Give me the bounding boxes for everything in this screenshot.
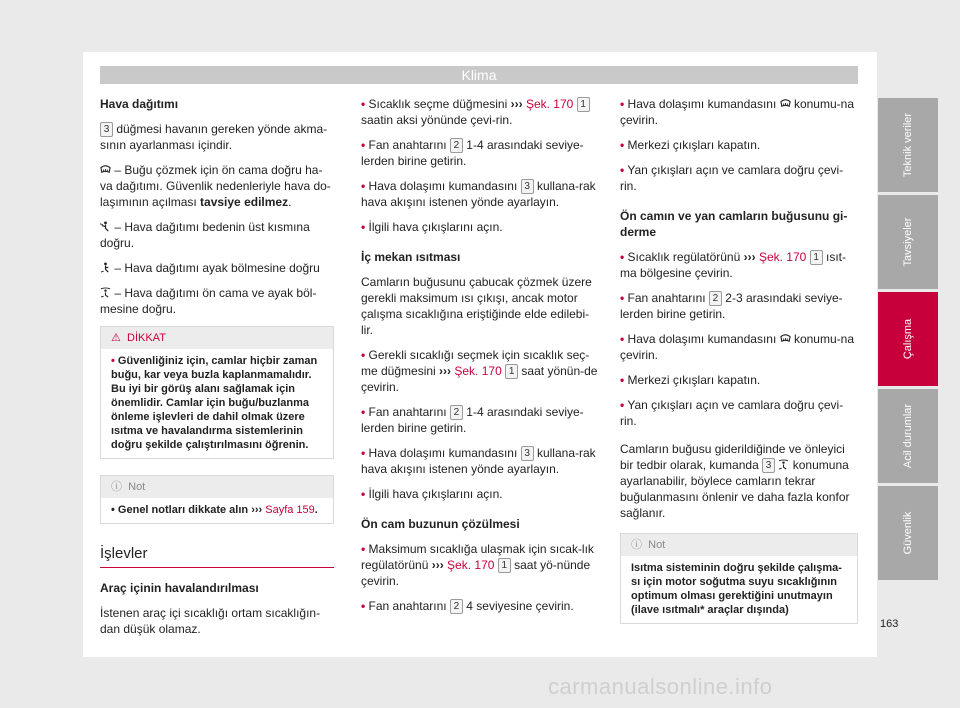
column-2 [361,96,601,623]
list-item: • Hava dolaşımı kumandasını konumu-na çevirin. [620,97,854,127]
list-item: • Fan anahtarını 2 2-3 arasındaki seviye-lerden birine getirin. [620,291,843,321]
windscreen-footwell-icon [778,459,789,470]
list-item: • İlgili hava çıkışlarını açın. [361,220,503,234]
page-header: Klima [100,66,858,84]
control-number-badge: 3 [100,122,113,137]
list-item: • Gerekli sıcaklığı seçmek için sıcaklık seç-me düğmesini ››› Şek. 170 1 saat yönün-de çevirin. [361,348,598,394]
paragraph: – Hava dağıtımı bedenin üst kısmına doğru. [100,220,310,250]
watermark: carmanualsonline.info [548,674,773,699]
tab-technical-data[interactable]: Teknik veriler [878,98,938,192]
bullet-icon: • [620,250,625,264]
tab-emergencies[interactable]: Acil durumlar [878,389,938,483]
bullet-icon: • [620,97,625,111]
bullet-icon: • [361,599,366,613]
control-number-badge: 1 [498,558,511,573]
column-1 [100,96,334,646]
warning-box [100,326,334,459]
paragraph: Camların buğusu giderildiğinde ve önleyici bir tedbir olarak, kumanda 3 konumuna ayarlanabilir, böylece camların tekrar buğulanmasını önlenir ve daha fazla konfor sağlanır. [620,442,850,520]
paragraph: – Buğu çözmek için ön cama doğru ha-va dağıtımı. Güvenlik nedenleriyle hava do-laşımının açılması tavsiye edilmez. [100,163,331,209]
list-item: • Sıcaklık regülatörünü ››› Şek. 170 1 ısıt-ma bölgesine çevirin. [620,250,846,280]
control-number-badge: 3 [521,179,534,194]
upper-body-vent-icon [100,221,111,232]
control-number-badge: 1 [577,97,590,112]
paragraph: İstenen araç içi sıcaklığı ortam sıcaklığın-dan düşük olamaz. [100,606,321,636]
note-body: Isıtma sisteminin doğru şekilde çalışma-sı için motor soğutma suyu sıcaklığının optimum olması gerektiğini unutmayın (ilave ısıtmalı* araçlar dışında) [631,562,842,616]
bullet-icon: • [111,504,115,516]
note-header: ⓘ Not [101,476,333,498]
bullet-icon: • [361,487,366,501]
figure-reference-link[interactable]: Şek. 170 [522,97,574,111]
bullet-icon: • [361,138,366,152]
bullet-icon: • [111,355,115,367]
paragraph: – Hava dağıtımı ayak bölmesine doğru [100,260,334,276]
list-item: • Fan anahtarını 2 1-4 arasındaki seviye-lerden birine getirin. [361,405,584,435]
info-icon: ⓘ [631,539,642,551]
heading-interior-heating: İç mekan ısıtması [361,250,461,264]
note-box [100,475,334,524]
control-number-badge: 2 [450,599,463,614]
list-item: • Yan çıkışları açın ve camlara doğru çevi-rin. [620,398,844,428]
windscreen-icon [780,98,791,109]
list-item: • Maksimum sıcaklığa ulaşmak için sıcak-lık regülatörünü ››› Şek. 170 1 saat yö-nünde çevirin. [361,542,594,588]
info-icon: ⓘ [111,481,122,493]
warning-header: ⚠ DİKKAT [101,327,333,349]
page-reference-link[interactable]: Sayfa 159 [262,504,315,516]
paragraph: – Hava dağıtımı ön cama ve ayak böl-mesine doğru. [100,286,317,316]
heading-windscreen-defrost: Ön cam buzunun çözülmesi [361,517,520,531]
bullet-icon: • [620,332,625,346]
bullet-icon: • [361,220,366,234]
list-item: • Merkezi çıkışları kapatın. [620,138,761,152]
list-item: • Hava dolaşımı kumandasını 3 kullana-rak hava akışını istenen yönde ayarlayın. [361,446,596,476]
warning-triangle-icon: ⚠ [111,332,121,344]
note-header: ⓘ Not [621,534,857,556]
paragraph: 3 düğmesi havanın gereken yönde akma-sının ayarlanması içindir. [100,122,328,152]
windscreen-icon [780,333,791,344]
bullet-icon: • [361,542,366,556]
control-number-badge: 2 [709,291,722,306]
bullet-icon: • [361,446,366,460]
tab-operation[interactable]: Çalışma [878,292,938,386]
note-box [620,533,858,624]
heading-air-distribution: Hava dağıtımı [100,97,179,111]
bullet-icon: • [620,163,625,177]
list-item: • İlgili hava çıkışlarını açın. [361,487,503,501]
list-item: • Hava dolaşımı kumandasını 3 kullana-rak hava akışını istenen yönde ayarlayın. [361,179,596,209]
list-item: • Yan çıkışları açın ve camlara doğru çevi-rin. [620,163,844,193]
control-number-badge: 3 [762,458,775,473]
bullet-icon: • [361,179,366,193]
footwell-vent-icon [100,262,111,273]
paragraph: Camların buğusunu çabucak çözmek üzere gerekli maksimum ısı çıkışı, ancak motor çalışma sıcaklığına eriştiğinde elde edilebi-lir. [361,275,592,337]
bullet-icon: • [620,291,625,305]
control-number-badge: 1 [810,250,823,265]
figure-reference-link[interactable]: Şek. 170 [755,250,807,264]
column-3 [620,96,858,644]
control-number-badge: 2 [450,138,463,153]
list-item: • Merkezi çıkışları kapatın. [620,373,761,387]
bullet-icon: • [361,405,366,419]
sub-heading: Araç içinin havalandırılması [100,581,259,595]
list-item: • Fan anahtarını 2 4 seviyesine çevirin. [361,599,574,613]
bullet-icon: • [620,398,625,412]
figure-reference-link[interactable]: Şek. 170 [443,558,495,572]
control-number-badge: 3 [521,446,534,461]
tab-recommendations[interactable]: Tavsiyeler [878,195,938,289]
bullet-icon: • [620,138,625,152]
note-body: • Genel notları dikkate alın ››› Sayfa 159. [111,504,318,516]
list-item: • Sıcaklık seçme düğmesini ››› Şek. 170 1 saatin aksi yönünde çevi-rin. [361,96,601,128]
section-title: İşlevler [100,546,334,568]
bullet-icon: • [620,373,625,387]
control-number-badge: 1 [505,364,518,379]
bullet-icon: • [361,348,366,362]
control-number-badge: 2 [450,405,463,420]
tab-safety[interactable]: Güvenlik [878,486,938,580]
page-number: 163 [880,618,899,630]
list-item: • Fan anahtarını 2 1-4 arasındaki seviye-lerden birine getirin. [361,138,584,168]
bullet-icon: • [361,97,366,111]
figure-reference-link[interactable]: Şek. 170 [451,364,502,378]
windscreen-footwell-icon [100,287,111,298]
windscreen-icon [100,164,111,175]
warning-body: • Güvenliğiniz için, camlar hiçbir zaman buğu, kar veya buzla kaplanmamalıdır. Bu iyi bir görüş alanı sağlamak için önemlidir. Camlar için buğu/buzlanma önleme işlevleri de dahil olmak üzere ısıtma ve havalandırma sistemlerinin doğru şekilde çalıştırılmasını öğrenin. [111,355,318,451]
list-item: • Hava dolaşımı kumandasını konumu-na çevirin. [620,332,854,362]
heading-defog: Ön camın ve yan camların buğusunu gi-derme [620,209,848,239]
